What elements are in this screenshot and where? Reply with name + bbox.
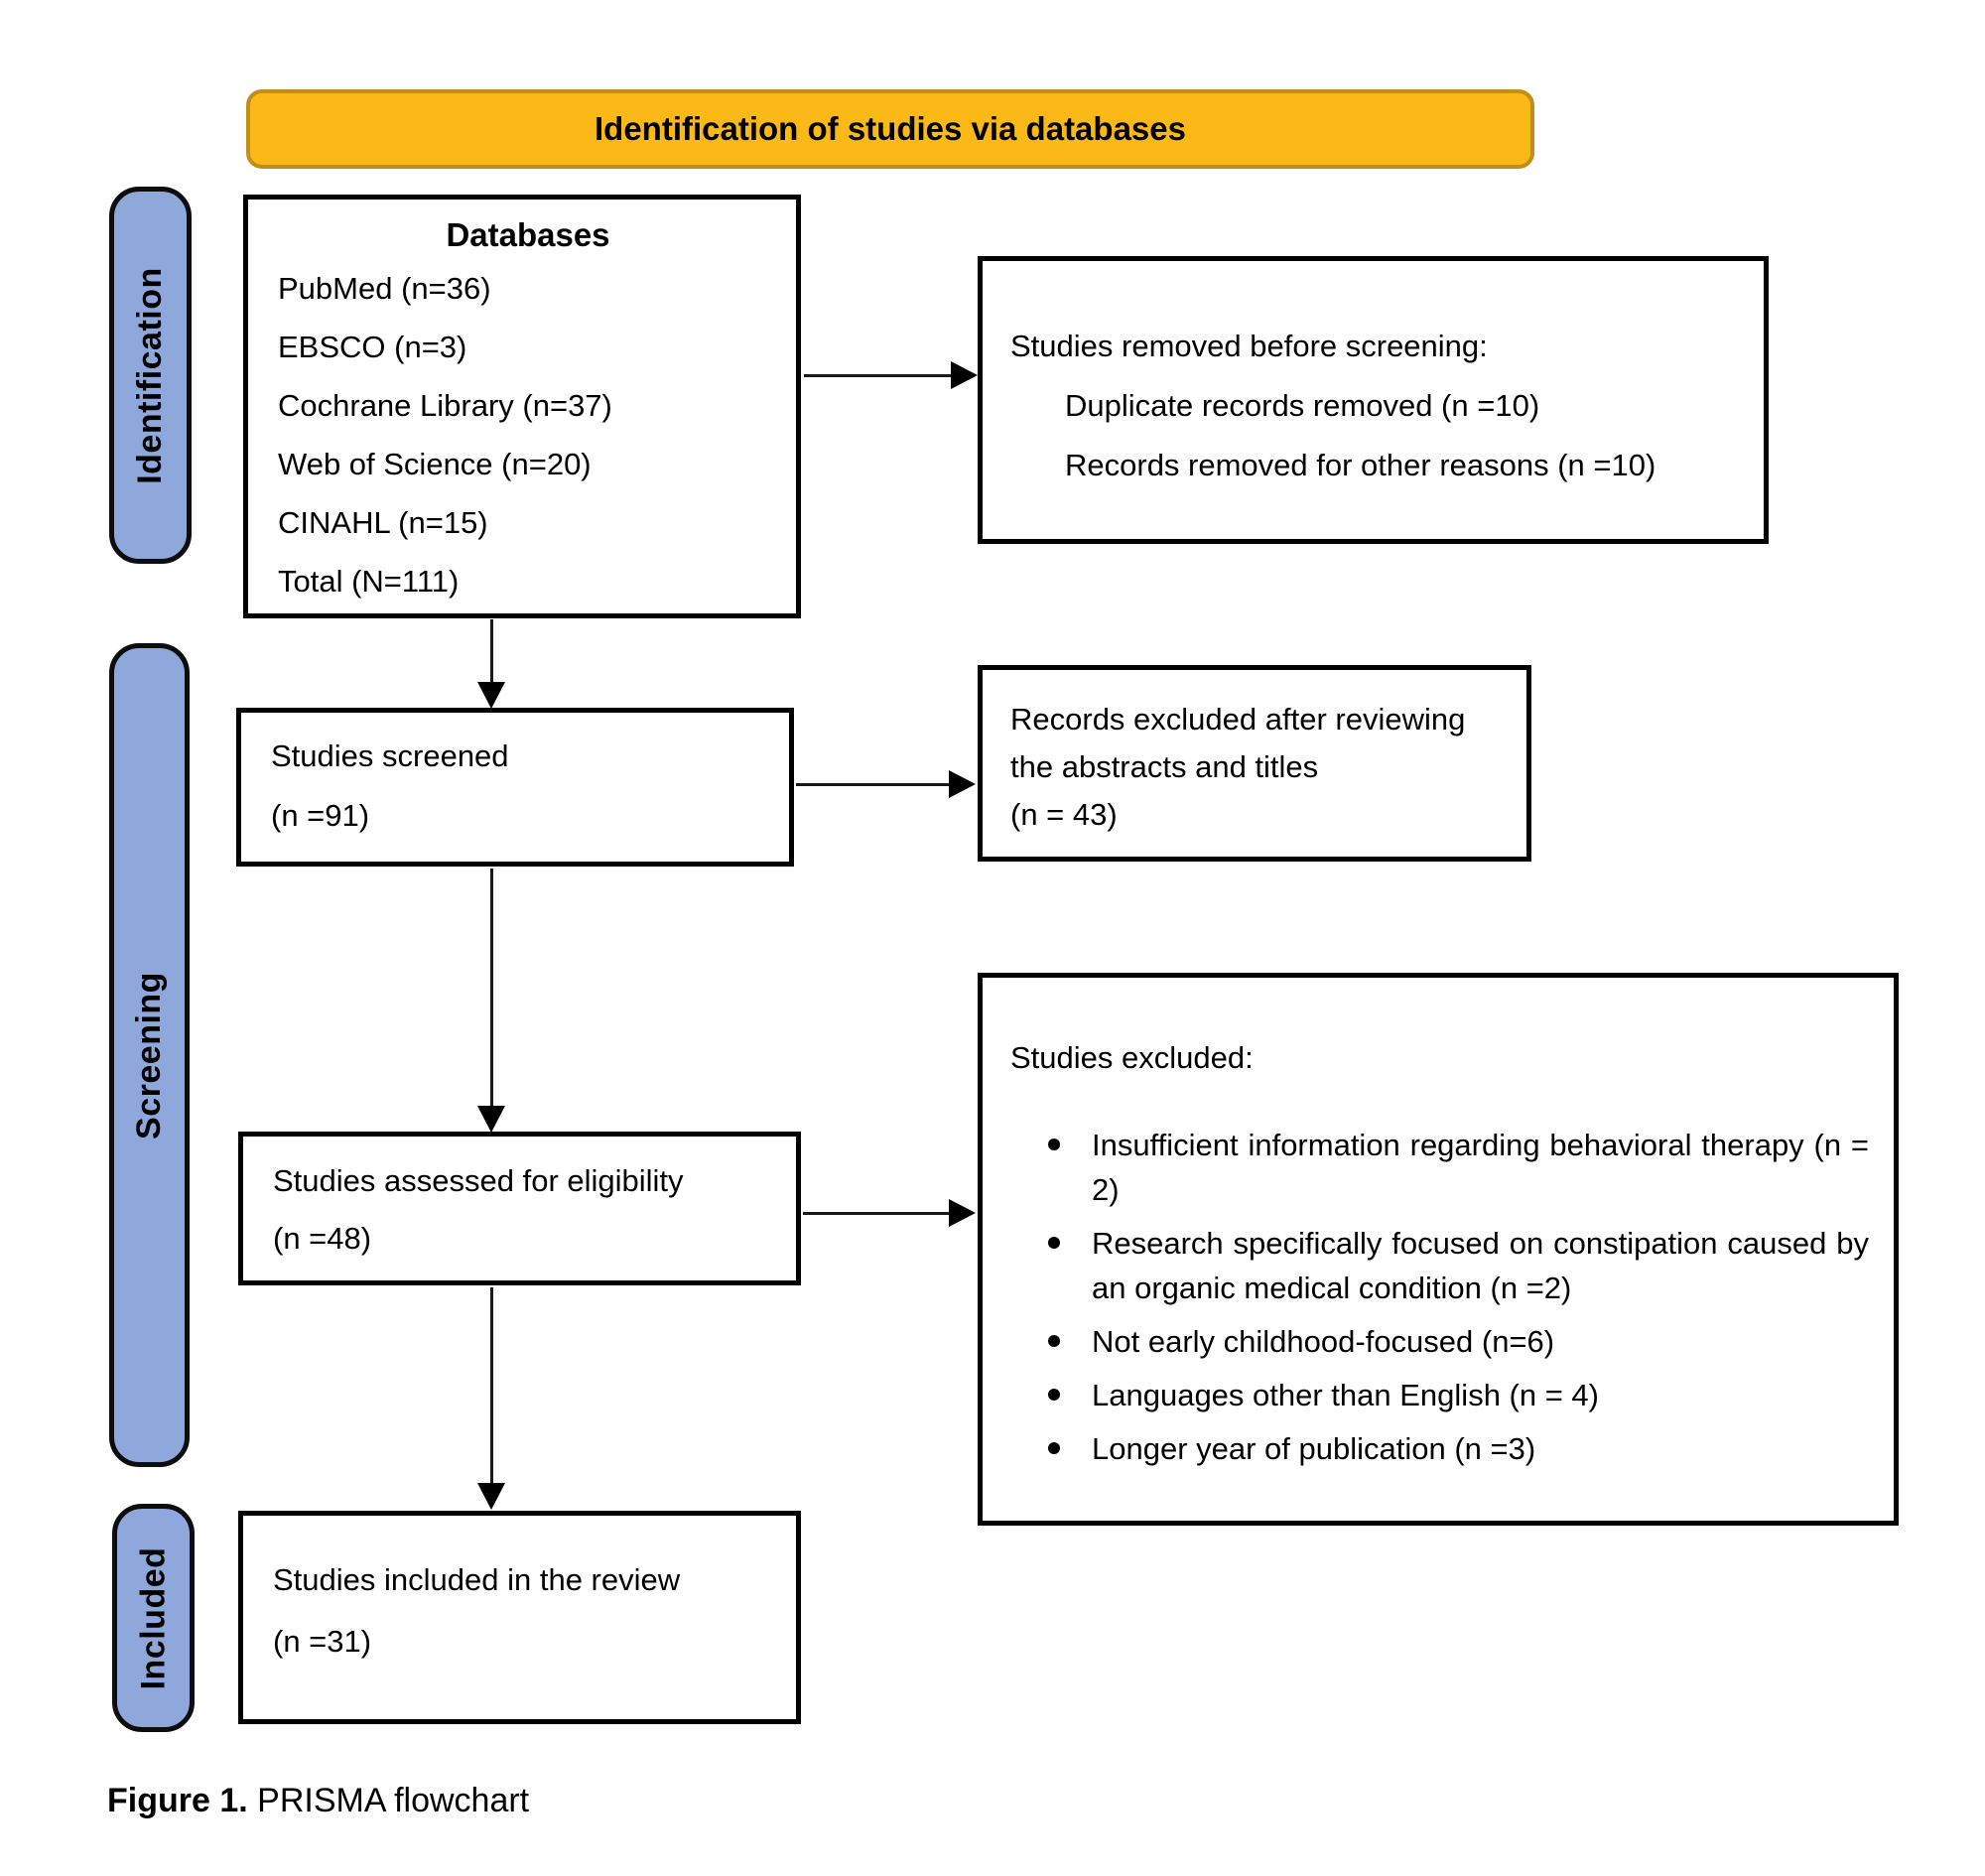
databases-item-ebsco: EBSCO (n=3) — [278, 330, 467, 364]
arrowhead-databases-to-removed — [951, 361, 978, 389]
studies-included-count: (n =31) — [273, 1624, 372, 1659]
databases-item-cinahl: CINAHL (n=15) — [278, 505, 488, 540]
studies-assessed-count: (n =48) — [273, 1221, 372, 1256]
banner-title: Identification of studies via databases — [595, 110, 1186, 147]
banner-identification-via-databases — [246, 89, 1534, 169]
arrowhead-screened-to-records-excluded — [949, 770, 976, 798]
studies-screened-label: Studies screened — [271, 738, 509, 773]
figure-caption — [107, 1782, 529, 1820]
databases-title: Databases — [446, 216, 610, 253]
stage-pill-screening — [109, 643, 190, 1467]
arrow-line-assessed-to-excluded — [803, 1212, 953, 1215]
stage-pill-included — [112, 1504, 195, 1732]
studies-included-box — [238, 1511, 801, 1724]
records-excluded-box — [978, 665, 1531, 862]
studies-removed-box — [978, 256, 1769, 544]
studies-screened-count: (n =91) — [271, 798, 370, 833]
arrowhead-screened-to-assessed — [477, 1106, 505, 1133]
databases-item-web-of-science: Web of Science (n=20) — [278, 447, 592, 481]
databases-item-pubmed: PubMed (n=36) — [278, 271, 491, 306]
stage-label-identification: Identification — [131, 266, 169, 484]
studies-removed-title: Studies removed before screening: — [1010, 329, 1488, 363]
excluded-bullet-not-early-childhood: Not early childhood-focused (n=6) — [1010, 1319, 1869, 1364]
figure-caption-text: PRISMA flowchart — [247, 1782, 530, 1819]
arrowhead-assessed-to-included — [477, 1483, 505, 1510]
arrowhead-databases-to-screened — [477, 682, 505, 709]
excluded-bullet-publication-year: Longer year of publication (n =3) — [1010, 1426, 1869, 1471]
duplicate-records-line: Duplicate records removed (n =10) — [1065, 388, 1540, 423]
arrow-line-screened-to-assessed — [490, 869, 493, 1109]
other-reasons-line: Records removed for other reasons (n =10) — [1065, 448, 1656, 482]
studies-screened-box — [236, 708, 794, 867]
studies-assessed-box — [238, 1132, 801, 1285]
databases-item-cochrane: Cochrane Library (n=37) — [278, 388, 612, 423]
stage-pill-identification — [109, 187, 192, 564]
stage-label-included: Included — [134, 1546, 173, 1689]
records-excluded-line-1: Records excluded after reviewing — [1010, 702, 1466, 737]
databases-item-total: Total (N=111) — [278, 564, 460, 599]
stage-label-screening: Screening — [130, 971, 169, 1139]
studies-excluded-box — [978, 973, 1899, 1526]
records-excluded-count: (n = 43) — [1010, 797, 1118, 832]
arrow-line-databases-to-screened — [490, 619, 493, 685]
excluded-bullet-languages: Languages other than English (n = 4) — [1010, 1373, 1869, 1417]
records-excluded-line-2: the abstracts and titles — [1010, 749, 1319, 784]
studies-assessed-label: Studies assessed for eligibility — [273, 1163, 684, 1198]
arrow-line-assessed-to-included — [490, 1287, 493, 1486]
excluded-bullet-organic-condition: Research specifically focused on constipation caused by an organic medical condition (n =2) — [1010, 1221, 1869, 1310]
arrow-line-databases-to-removed — [804, 374, 955, 377]
studies-excluded-bullet-list — [1010, 1123, 1869, 1471]
databases-box — [243, 195, 801, 618]
figure-caption-number: Figure 1. — [107, 1782, 248, 1819]
studies-included-label: Studies included in the review — [273, 1562, 681, 1597]
arrow-line-screened-to-records-excluded — [796, 783, 953, 786]
studies-excluded-title: Studies excluded: — [1010, 1040, 1254, 1075]
arrowhead-assessed-to-excluded — [949, 1199, 976, 1227]
excluded-bullet-insufficient-info: Insufficient information regarding behavioral therapy (n = 2) — [1010, 1123, 1869, 1212]
